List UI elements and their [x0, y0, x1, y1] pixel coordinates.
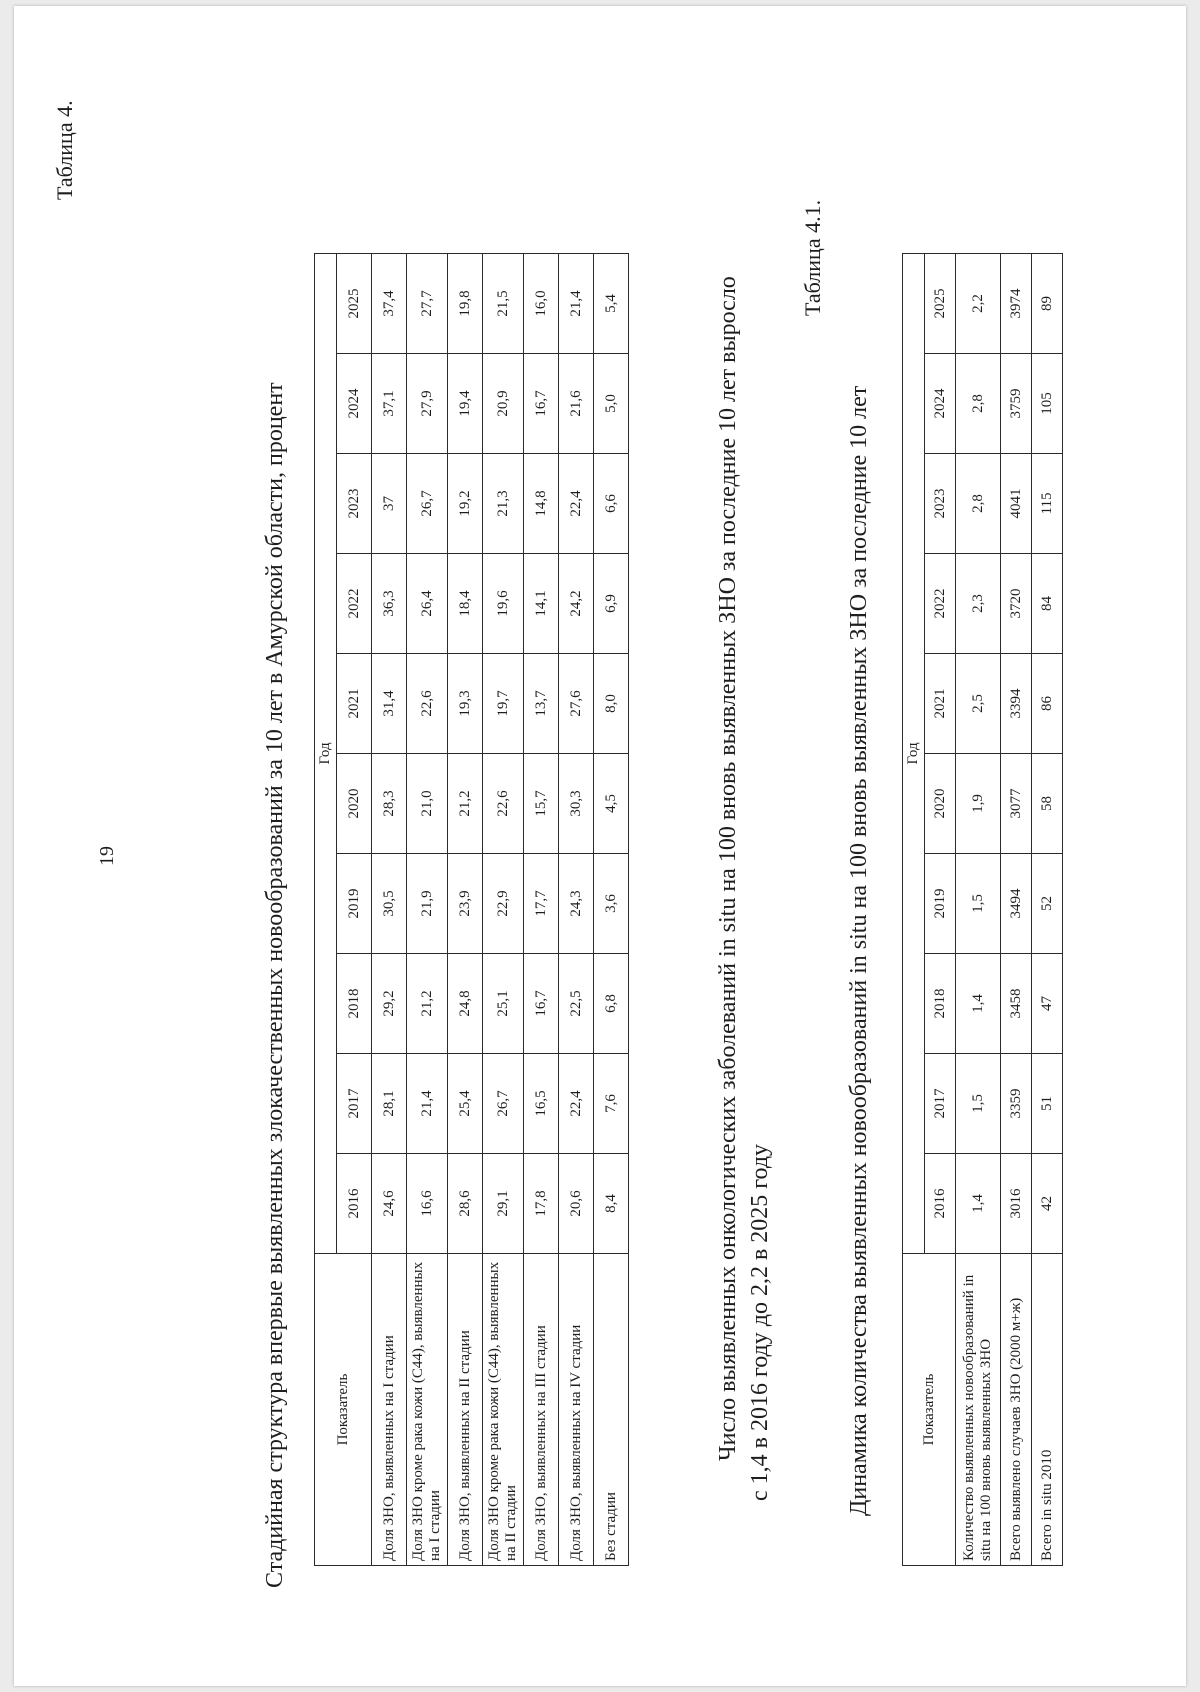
year-cell: 2018 [337, 954, 372, 1054]
rotated-page-content [14, 6, 1186, 1686]
document-page [14, 6, 1186, 1686]
value-cell: 22,9 [483, 854, 524, 954]
table-row [407, 253, 448, 1565]
table-row [956, 253, 1001, 1565]
table2-title: Динамика количества выявленных новообразований in situ на 100 вновь выявленных ЗНО за последние 10 лет [846, 385, 872, 1516]
year-cell: 2020 [337, 754, 372, 854]
value-cell: 1,5 [956, 854, 1001, 954]
value-cell: 21,4 [407, 1054, 448, 1154]
year-header: Год [903, 253, 925, 1253]
row-label: Всего выявлено случаев ЗНО (2000 м+ж) [1001, 1254, 1032, 1566]
value-cell: 6,9 [594, 554, 629, 654]
value-cell: 89 [1032, 253, 1063, 353]
row-label: Доля ЗНО кроме рака кожи (C44), выявленных на I стадии [407, 1254, 448, 1566]
value-cell: 24,6 [372, 1154, 407, 1254]
value-cell: 37 [372, 454, 407, 554]
year-cell: 2023 [925, 454, 956, 554]
value-cell: 27,9 [407, 354, 448, 454]
value-cell: 22,6 [483, 754, 524, 854]
value-cell: 21,4 [559, 253, 594, 353]
value-cell: 14,8 [524, 454, 559, 554]
value-cell: 19,4 [448, 354, 483, 454]
value-cell: 19,7 [483, 654, 524, 754]
row-label: Без стадии [594, 1254, 629, 1566]
value-cell: 5,4 [594, 253, 629, 353]
value-cell: 28,1 [372, 1054, 407, 1154]
value-cell: 3458 [1001, 954, 1032, 1054]
paragraph-line: Число выявленных онкологических заболеваний in situ на 100 вновь выявленных ЗНО за последние 10 лет выросло [715, 276, 741, 1461]
value-cell: 8,4 [594, 1154, 629, 1254]
value-cell: 2,5 [956, 654, 1001, 754]
value-cell: 3759 [1001, 354, 1032, 454]
value-cell: 21,2 [407, 954, 448, 1054]
value-cell: 8,0 [594, 654, 629, 754]
year-cell: 2021 [337, 654, 372, 754]
row-label: Доля ЗНО, выявленных на I стадии [372, 1254, 407, 1566]
table-row [483, 253, 524, 1565]
value-cell: 3494 [1001, 854, 1032, 954]
year-header: Год [315, 253, 337, 1253]
value-cell: 3359 [1001, 1054, 1032, 1154]
value-cell: 3394 [1001, 654, 1032, 754]
value-cell: 16,7 [524, 354, 559, 454]
value-cell: 21,9 [407, 854, 448, 954]
year-cell: 2020 [925, 754, 956, 854]
year-cell: 2022 [337, 554, 372, 654]
row-label: Всего in situ 2010 [1032, 1254, 1063, 1566]
value-cell: 6,6 [594, 454, 629, 554]
value-cell: 105 [1032, 354, 1063, 454]
table-row [524, 253, 559, 1565]
table1-caption: Таблица 4. [52, 100, 77, 200]
value-cell: 29,1 [483, 1154, 524, 1254]
value-cell: 22,4 [559, 454, 594, 554]
value-cell: 24,8 [448, 954, 483, 1054]
value-cell: 16,6 [407, 1154, 448, 1254]
in-situ-dynamics-table [902, 253, 1063, 1566]
table-row [559, 253, 594, 1565]
value-cell: 28,3 [372, 754, 407, 854]
value-cell: 58 [1032, 754, 1063, 854]
year-cell: 2023 [337, 454, 372, 554]
value-cell: 24,3 [559, 854, 594, 954]
stage-structure-table [314, 253, 629, 1566]
table-row [448, 253, 483, 1565]
row-label: Доля ЗНО кроме рака кожи (C44), выявленных на II стадии [483, 1254, 524, 1566]
value-cell: 1,4 [956, 1154, 1001, 1254]
value-cell: 22,5 [559, 954, 594, 1054]
value-cell: 7,6 [594, 1054, 629, 1154]
value-cell: 29,2 [372, 954, 407, 1054]
value-cell: 27,6 [559, 654, 594, 754]
table-row [1032, 253, 1063, 1565]
value-cell: 30,3 [559, 754, 594, 854]
value-cell: 84 [1032, 554, 1063, 654]
value-cell: 1,5 [956, 1054, 1001, 1154]
value-cell: 3974 [1001, 253, 1032, 353]
row-label: Доля ЗНО, выявленных на IV стадии [559, 1254, 594, 1566]
table1-title: Стадийная структура впервые выявленных злокачественных новообразований за 10 лет в Амурской области, процент [262, 382, 288, 1588]
year-cell: 2025 [337, 253, 372, 353]
value-cell: 25,1 [483, 954, 524, 1054]
value-cell: 21,2 [448, 754, 483, 854]
value-cell: 19,8 [448, 253, 483, 353]
year-cell: 2018 [925, 954, 956, 1054]
value-cell: 23,9 [448, 854, 483, 954]
row-label: Доля ЗНО, выявленных на III стадии [524, 1254, 559, 1566]
year-cell: 2017 [337, 1054, 372, 1154]
value-cell: 25,4 [448, 1054, 483, 1154]
value-cell: 22,6 [407, 654, 448, 754]
value-cell: 21,0 [407, 754, 448, 854]
value-cell: 2,8 [956, 354, 1001, 454]
year-cell: 2016 [337, 1154, 372, 1254]
value-cell: 4,5 [594, 754, 629, 854]
year-cell: 2022 [925, 554, 956, 654]
value-cell: 37,1 [372, 354, 407, 454]
value-cell: 86 [1032, 654, 1063, 754]
table-row [594, 253, 629, 1565]
value-cell: 36,3 [372, 554, 407, 654]
indicator-header: Показатель [315, 1254, 372, 1566]
value-cell: 14,1 [524, 554, 559, 654]
value-cell: 16,5 [524, 1054, 559, 1154]
value-cell: 24,2 [559, 554, 594, 654]
value-cell: 2,8 [956, 454, 1001, 554]
value-cell: 3016 [1001, 1154, 1032, 1254]
page-number: 19 [96, 846, 118, 866]
value-cell: 51 [1032, 1054, 1063, 1154]
year-cell: 2025 [925, 253, 956, 353]
value-cell: 16,7 [524, 954, 559, 1054]
value-cell: 26,7 [407, 454, 448, 554]
value-cell: 1,9 [956, 754, 1001, 854]
value-cell: 17,7 [524, 854, 559, 954]
value-cell: 26,7 [483, 1054, 524, 1154]
value-cell: 27,7 [407, 253, 448, 353]
value-cell: 30,5 [372, 854, 407, 954]
year-cell: 2019 [925, 854, 956, 954]
value-cell: 13,7 [524, 654, 559, 754]
value-cell: 16,0 [524, 253, 559, 353]
value-cell: 3,6 [594, 854, 629, 954]
value-cell: 21,6 [559, 354, 594, 454]
year-cell: 2021 [925, 654, 956, 754]
year-cell: 2024 [925, 354, 956, 454]
value-cell: 26,4 [407, 554, 448, 654]
table-row [1001, 253, 1032, 1565]
value-cell: 4041 [1001, 454, 1032, 554]
value-cell: 19,2 [448, 454, 483, 554]
value-cell: 15,7 [524, 754, 559, 854]
value-cell: 28,6 [448, 1154, 483, 1254]
value-cell: 20,9 [483, 354, 524, 454]
summary-paragraph [712, 191, 776, 1501]
value-cell: 2,3 [956, 554, 1001, 654]
value-cell: 3077 [1001, 754, 1032, 854]
value-cell: 21,3 [483, 454, 524, 554]
value-cell: 42 [1032, 1154, 1063, 1254]
value-cell: 18,4 [448, 554, 483, 654]
value-cell: 6,8 [594, 954, 629, 1054]
table2-caption: Таблица 4.1. [800, 199, 825, 316]
value-cell: 47 [1032, 954, 1063, 1054]
value-cell: 19,6 [483, 554, 524, 654]
year-cell: 2024 [337, 354, 372, 454]
value-cell: 20,6 [559, 1154, 594, 1254]
value-cell: 2,2 [956, 253, 1001, 353]
value-cell: 52 [1032, 854, 1063, 954]
year-cell: 2019 [337, 854, 372, 954]
value-cell: 37,4 [372, 253, 407, 353]
value-cell: 115 [1032, 454, 1063, 554]
value-cell: 3720 [1001, 554, 1032, 654]
value-cell: 31,4 [372, 654, 407, 754]
row-label: Доля ЗНО, выявленных на II стадии [448, 1254, 483, 1566]
paragraph-line: с 1,4 в 2016 году до 2,2 в 2025 году [747, 1143, 773, 1501]
value-cell: 17,8 [524, 1154, 559, 1254]
indicator-header: Показатель [903, 1254, 956, 1566]
value-cell: 19,3 [448, 654, 483, 754]
value-cell: 22,4 [559, 1054, 594, 1154]
value-cell: 21,5 [483, 253, 524, 353]
year-cell: 2017 [925, 1054, 956, 1154]
value-cell: 5,0 [594, 354, 629, 454]
year-cell: 2016 [925, 1154, 956, 1254]
row-label: Количество выявленных новообразований in situ на 100 вновь выявленных ЗНО [956, 1254, 1001, 1566]
value-cell: 1,4 [956, 954, 1001, 1054]
table-row [372, 253, 407, 1565]
